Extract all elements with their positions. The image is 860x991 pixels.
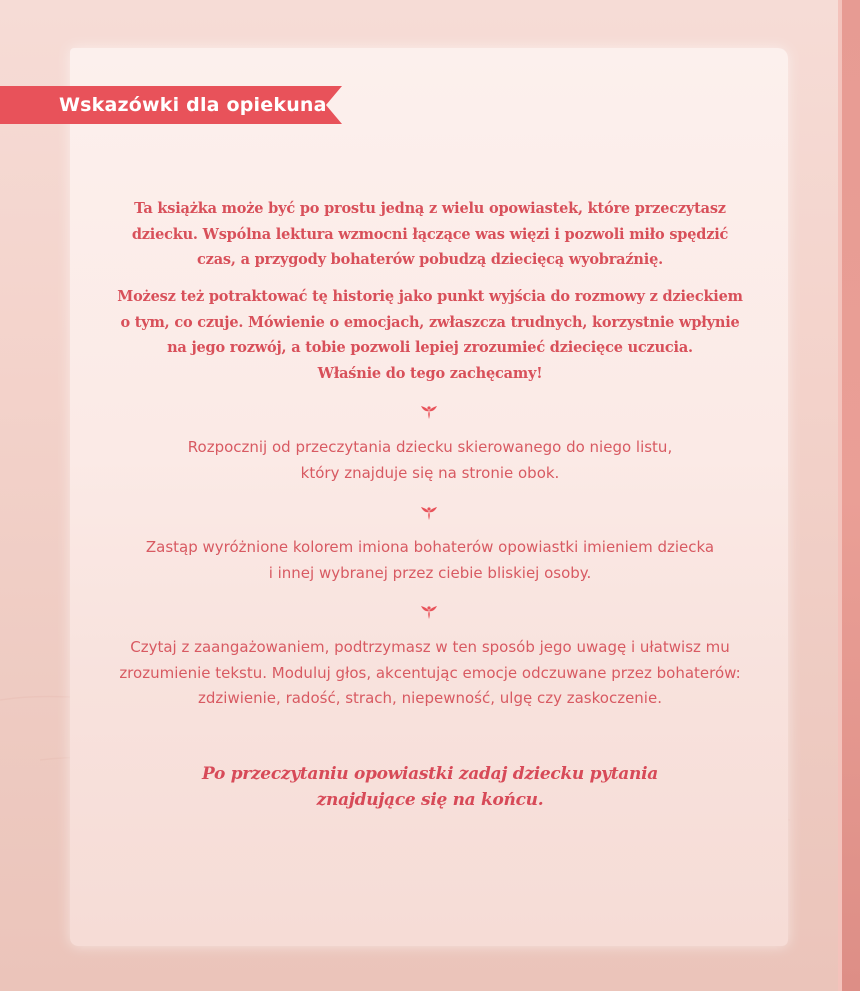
tip-2-line-2: i innej wybranej przez ciebie bliskiej osoby. [268,563,592,582]
tip-2-line-1: Zastąp wyróżnione kolorem imiona bohaterów opowiastki imieniem dziecka [145,538,715,556]
right-edge-highlight [838,0,842,991]
tip-3-line-2: zrozumienie tekstu. Moduluj głos, akcentując emocje odczuwane przez bohaterów: [119,663,741,682]
intro-paragraph-1 [90,196,770,273]
tip-1 [90,435,770,486]
intro-paragraph-2 [90,284,770,386]
tip-2 [90,535,770,586]
closing-note [130,761,730,813]
tip-3-line-3: zdziwienie, radość, strach, niepewność, ulgę czy zaskoczenie. [198,689,662,707]
fleuron-icon [420,505,438,521]
tip-1-line-1: Rozpocznij od przeczytania dziecku skierowanego do niego listu, [187,438,673,456]
intro-p2-line-4: Właśnie do tego zachęcamy! [317,364,543,382]
intro-p1-line-2: dziecku. Wspólna lektura wzmocni łączące was więzi i pozwoli miło spędzić [131,225,729,243]
intro-p2-line-2: o tym, co czuje. Mówienie o emocjach, zwłaszcza trudnych, korzystnie wpłynie [120,313,740,331]
intro-p2-line-1: Możesz też potraktować tę historię jako punkt wyjścia do rozmowy z dzieckiem [117,288,743,305]
tip-3 [90,635,770,712]
closing-line-1: Po przeczytaniu opowiastki zadaj dziecku pytania [202,764,658,784]
tip-1-line-2: który znajduje się na stronie obok. [300,463,560,482]
tip-3-line-1: Czytaj z zaangażowaniem, podtrzymasz w ten sposób jego uwagę i ułatwisz mu [130,638,730,656]
fleuron-icon [420,404,438,420]
banner-title: Wskazówki dla opiekuna [59,94,327,116]
intro-p2-line-3: na jego rozwój, a tobie pozwoli lepiej zrozumieć dziecięce uczucia. [167,339,693,356]
fleuron-icon [420,604,438,620]
intro-p1-line-1: Ta książka może być po prostu jedną z wielu opowiastek, które przeczytasz [134,200,726,217]
section-banner [0,86,342,124]
closing-line-2: znajdujące się na końcu. [316,790,544,810]
intro-p1-line-3: czas, a przygody bohaterów pobudzą dziecięcą wyobraźnię. [197,251,663,268]
